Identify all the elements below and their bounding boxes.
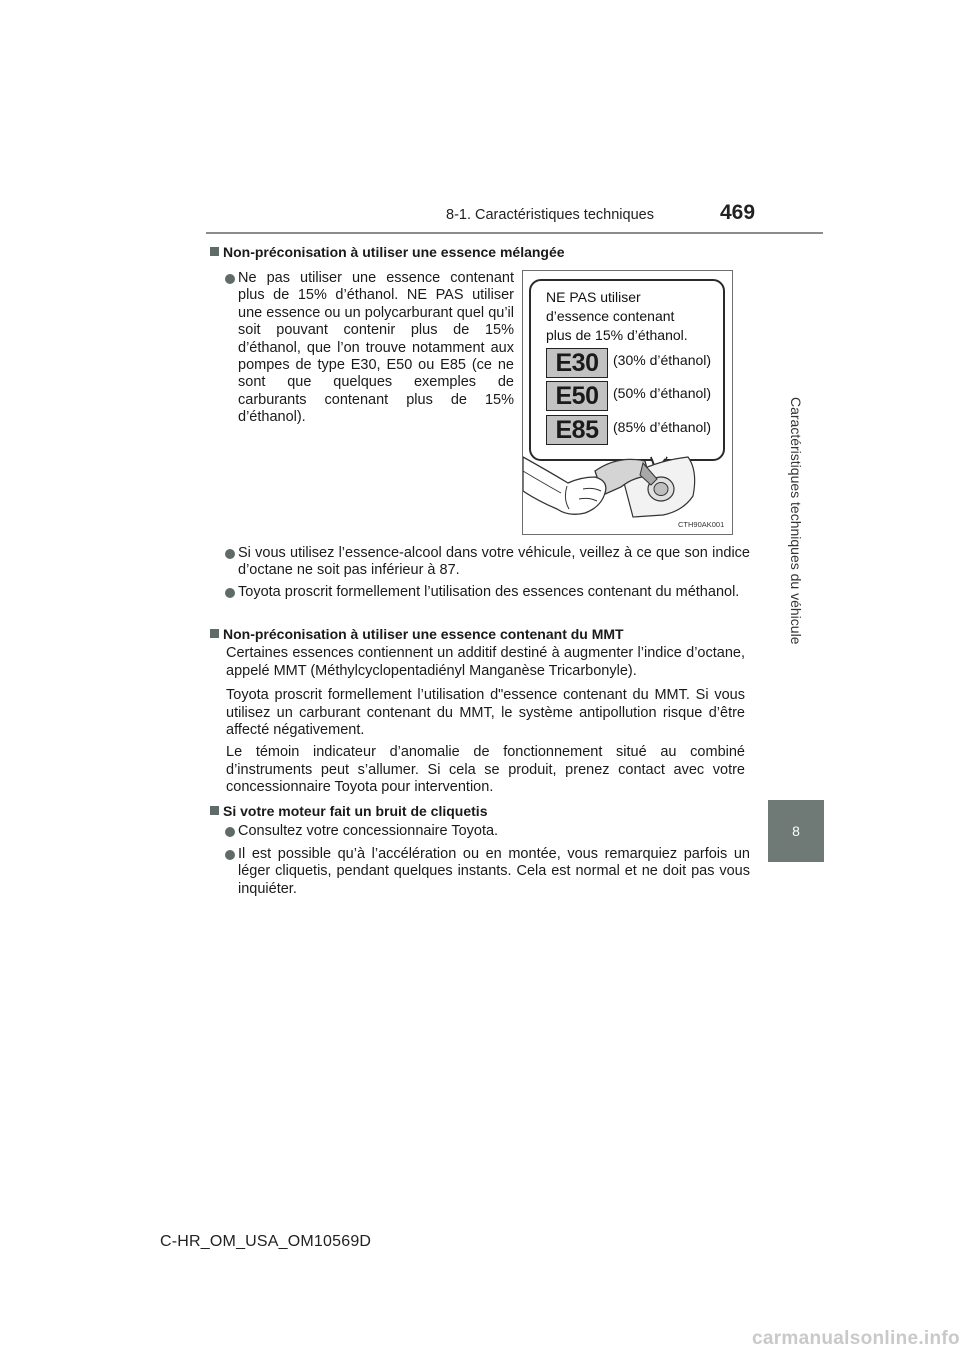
square-bullet-icon — [210, 806, 219, 815]
bullet-item — [238, 823, 750, 840]
fuel-badge-e50: E50 — [546, 381, 608, 411]
paragraph: Le témoin indicateur d’anomalie de fonctionnement situé au combiné d’instruments peut s’allumer. Si cela se produit, prenez contact avec votre concessionnaire Toyota pour intervention. — [226, 744, 745, 796]
bullet-dot-icon — [225, 827, 235, 837]
bullet-dot-icon — [225, 588, 235, 598]
bullet-item — [238, 270, 514, 427]
bullet-dot-icon — [225, 850, 235, 860]
paragraph: Certaines essences contiennent un additif destiné à augmenter l’indice d’octane, appelé MMT (Méthylcyclopentadiényl Manganèse Tricarbonyle). — [226, 645, 745, 679]
section-heading-mmt — [210, 626, 624, 642]
page-number: 469 — [720, 201, 756, 224]
bullet-text: Consultez votre concessionnaire Toyota. — [238, 823, 499, 839]
bullet-text: Toyota proscrit formellement l’utilisation des essences contenant du méthanol. — [238, 584, 740, 600]
side-tab-label — [768, 242, 824, 800]
fuel-badge-e30: E30 — [546, 348, 608, 378]
warning-line: plus de 15% d’éthanol. — [546, 327, 688, 343]
fuel-badge-e85: E85 — [546, 415, 608, 445]
section-heading-text: Si votre moteur fait un bruit de cliquetis — [223, 803, 488, 819]
warning-line: d’essence contenant — [546, 308, 675, 324]
square-bullet-icon — [210, 629, 219, 638]
bullet-dot-icon — [225, 274, 235, 284]
bullet-item — [238, 584, 750, 601]
section-heading-text: Non-préconisation à utiliser une essence contenant du MMT — [223, 626, 624, 642]
side-tab-label-text: Caractéristiques techniques du véhicule — [788, 397, 804, 645]
warning-line: NE PAS utiliser — [546, 289, 641, 305]
bullet-item — [238, 545, 750, 580]
fuel-warning-figure — [522, 270, 733, 535]
chapter-tab — [768, 800, 824, 862]
paragraph: Toyota proscrit formellement l’utilisation d"essence contenant du MMT. Si vous utilisez un carburant contenant du MMT, le système antipollution risque d’être affecté négativement. — [226, 687, 745, 739]
site-watermark: carmanualsonline.info — [752, 1328, 960, 1349]
square-bullet-icon — [210, 247, 219, 256]
bullet-text: Ne pas utiliser une essence contenant plus de 15% d’éthanol. NE PAS utiliser une essence ou un polycarburant quel qu’il soit pouvant contenir plus de 15% d’éthanol, que l’on trouve notamment aux pompes de type E30, E50 ou E85 (ce ne sont que quelques exemples de carburants contenant plus de 15% d’éthanol). — [238, 270, 514, 426]
fuel-label-e85: (85% d’éthanol) — [613, 419, 712, 435]
bullet-text: Il est possible qu’à l’accélération ou en montée, vous remarquiez parfois un léger cliquetis, pendant quelques instants. Cela est normal et ne doit pas vous inquiéter. — [238, 846, 750, 897]
bullet-item — [238, 846, 750, 898]
document-code: C-HR_OM_USA_OM10569D — [160, 1233, 372, 1250]
bullet-text: Si vous utilisez l’essence-alcool dans votre véhicule, veillez à ce que son indice d’octane ne soit pas inférieur à 87. — [238, 545, 750, 579]
chapter-number: 8 — [792, 823, 800, 839]
header-divider — [206, 232, 823, 234]
fuel-label-e50: (50% d’éthanol) — [613, 385, 712, 401]
section-heading-mixed-fuel — [210, 244, 565, 260]
fuel-label-e30: (30% d’éthanol) — [613, 352, 712, 368]
fuel-nozzle-illustration — [523, 271, 732, 534]
figure-code: CTH90AK001 — [678, 520, 725, 529]
header-section-title: 8-1. Caractéristiques techniques — [446, 207, 654, 223]
section-heading-knocking — [210, 803, 487, 819]
section-heading-text: Non-préconisation à utiliser une essence mélangée — [223, 244, 565, 260]
bullet-dot-icon — [225, 549, 235, 559]
